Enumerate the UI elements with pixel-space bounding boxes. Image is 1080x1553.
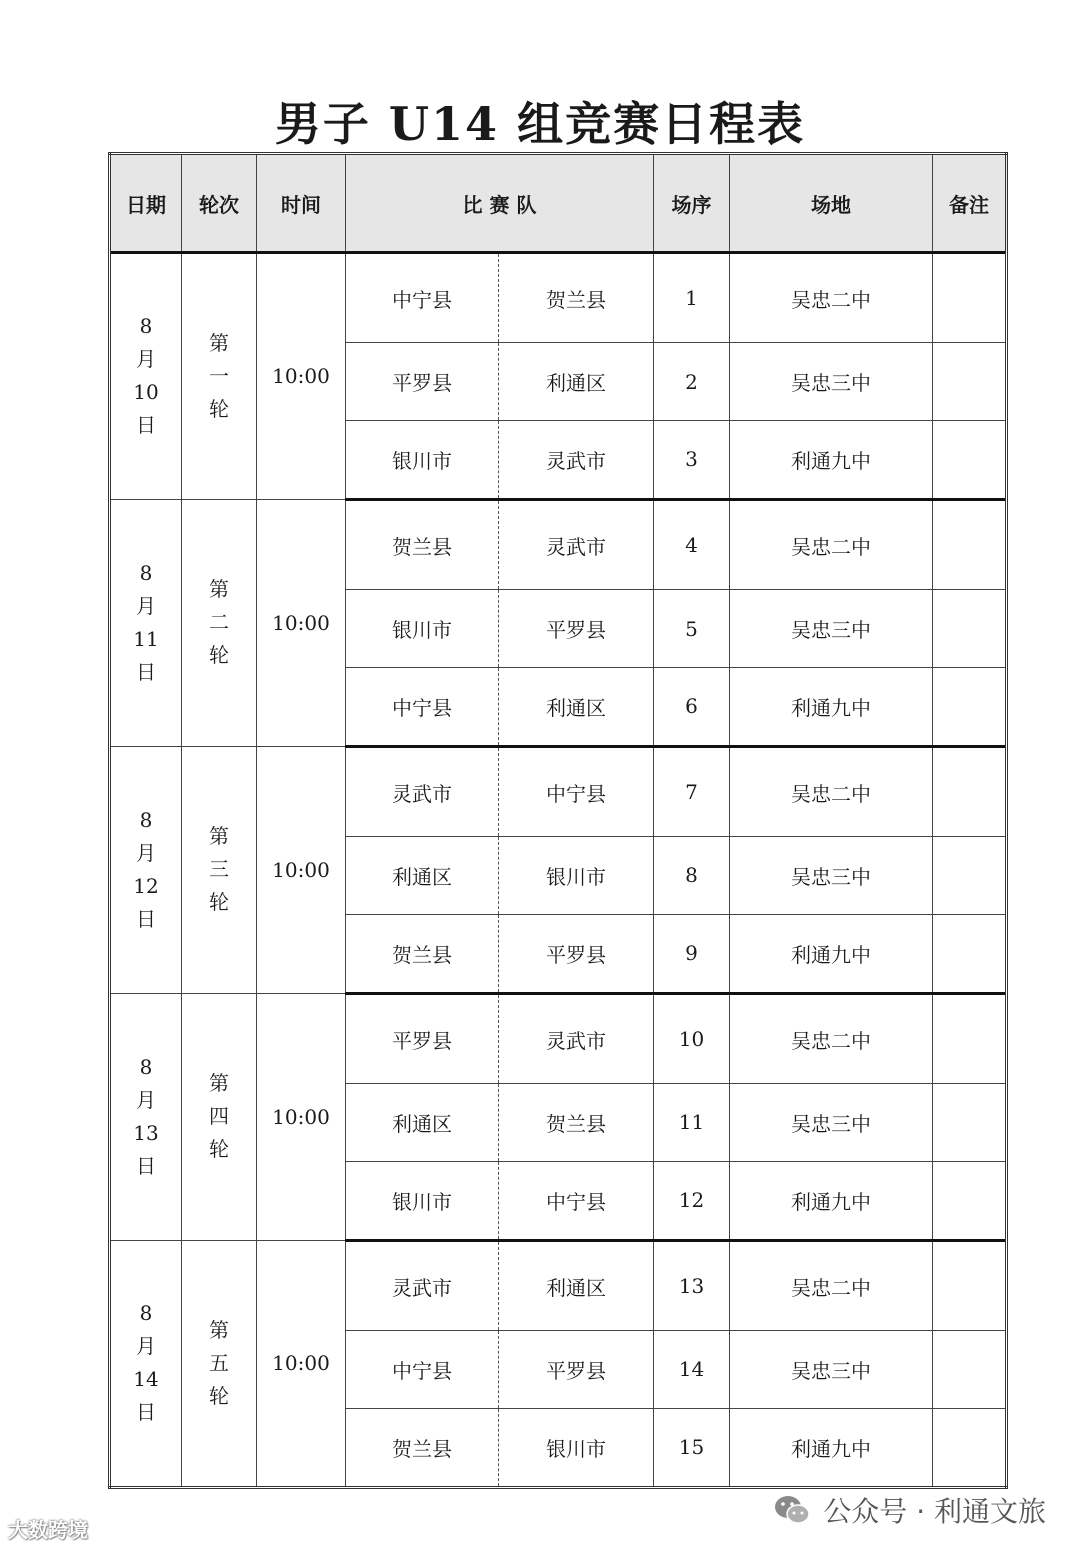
- team-a-cell: 贺兰县: [346, 1408, 499, 1487]
- date-char: 月: [135, 1334, 156, 1359]
- team-b-cell: 平罗县: [499, 914, 654, 993]
- venue-cell: 吴忠三中: [730, 1331, 933, 1408]
- order-cell: 12: [654, 1161, 730, 1240]
- date-cell: [110, 253, 182, 500]
- team-b-cell: 利通区: [499, 343, 654, 420]
- note-cell: [933, 1240, 1007, 1330]
- date-text: [133, 557, 158, 689]
- watermark-right-text: 公众号 · 利通文旅: [823, 1495, 1046, 1528]
- team-a-cell: 利通区: [346, 837, 499, 914]
- note-cell: [933, 420, 1007, 499]
- order-cell: 14: [654, 1331, 730, 1408]
- header-row: [110, 154, 1007, 253]
- header-venue: 场地: [730, 154, 933, 253]
- team-b-cell: 中宁县: [499, 746, 654, 836]
- team-b-cell: 银川市: [499, 837, 654, 914]
- date-text: [133, 310, 158, 442]
- venue-cell: 利通九中: [730, 1161, 933, 1240]
- note-cell: [933, 993, 1007, 1083]
- team-a-cell: 灵武市: [346, 1240, 499, 1330]
- team-a-cell: 银川市: [346, 420, 499, 499]
- order-cell: 11: [654, 1084, 730, 1161]
- order-cell: 7: [654, 746, 730, 836]
- round-char: 四: [209, 1104, 229, 1129]
- header-time: 时间: [257, 154, 346, 253]
- team-b-cell: 灵武市: [499, 499, 654, 589]
- date-cell: [110, 499, 182, 746]
- date-cell: [110, 993, 182, 1240]
- note-cell: [933, 1408, 1007, 1487]
- watermark-right: [773, 1490, 1046, 1530]
- date-char: 8: [139, 1301, 153, 1326]
- date-char: 月: [135, 1087, 156, 1112]
- round-text: [209, 573, 229, 672]
- order-cell: 15: [654, 1408, 730, 1487]
- venue-cell: 吴忠三中: [730, 837, 933, 914]
- date-text: [133, 804, 158, 936]
- date-cell: [110, 746, 182, 993]
- team-b-cell: 贺兰县: [499, 253, 654, 343]
- watermark-left-text: 大数跨境: [8, 1518, 88, 1542]
- team-b-cell: 利通区: [499, 667, 654, 746]
- round-cell: [182, 253, 257, 500]
- date-char: 8: [139, 560, 153, 585]
- venue-cell: 利通九中: [730, 420, 933, 499]
- note-cell: [933, 746, 1007, 836]
- note-cell: [933, 499, 1007, 589]
- round-char: 第: [209, 577, 229, 602]
- date-char: 日: [135, 1400, 156, 1425]
- round-text: [209, 820, 229, 919]
- table-row: [110, 746, 1007, 836]
- team-a-cell: 贺兰县: [346, 499, 499, 589]
- round-cell: [182, 1240, 257, 1487]
- order-cell: 3: [654, 420, 730, 499]
- round-cell: [182, 746, 257, 993]
- time-cell: 10:00: [257, 746, 346, 993]
- team-a-cell: 银川市: [346, 1161, 499, 1240]
- header-teams: 比 赛 队: [346, 154, 654, 253]
- schedule-table: [108, 152, 1008, 1489]
- team-b-cell: 银川市: [499, 1408, 654, 1487]
- round-text: [209, 327, 229, 426]
- note-cell: [933, 1331, 1007, 1408]
- table-row: [110, 1240, 1007, 1330]
- team-a-cell: 平罗县: [346, 993, 499, 1083]
- note-cell: [933, 837, 1007, 914]
- date-char: 日: [135, 659, 156, 684]
- note-cell: [933, 667, 1007, 746]
- note-cell: [933, 1161, 1007, 1240]
- team-a-cell: 灵武市: [346, 746, 499, 836]
- round-char: 轮: [209, 1137, 229, 1162]
- team-b-cell: 利通区: [499, 1240, 654, 1330]
- team-a-cell: 贺兰县: [346, 914, 499, 993]
- watermark-left: [8, 1514, 88, 1543]
- order-cell: 2: [654, 343, 730, 420]
- date-char: 月: [135, 347, 156, 372]
- venue-cell: 吴忠三中: [730, 1084, 933, 1161]
- team-b-cell: 中宁县: [499, 1161, 654, 1240]
- team-b-cell: 贺兰县: [499, 1084, 654, 1161]
- order-cell: 5: [654, 590, 730, 667]
- date-char: 10: [133, 380, 159, 405]
- order-cell: 1: [654, 253, 730, 343]
- team-b-cell: 灵武市: [499, 993, 654, 1083]
- team-a-cell: 银川市: [346, 590, 499, 667]
- team-a-cell: 利通区: [346, 1084, 499, 1161]
- header-round: 轮次: [182, 154, 257, 253]
- date-char: 12: [133, 873, 159, 898]
- header-date: 日期: [110, 154, 182, 253]
- venue-cell: 吴忠二中: [730, 1240, 933, 1330]
- round-char: 第: [209, 1071, 229, 1096]
- table-row: [110, 253, 1007, 343]
- note-cell: [933, 1084, 1007, 1161]
- venue-cell: 吴忠二中: [730, 253, 933, 343]
- order-cell: 13: [654, 1240, 730, 1330]
- venue-cell: 利通九中: [730, 667, 933, 746]
- time-cell: 10:00: [257, 993, 346, 1240]
- team-a-cell: 中宁县: [346, 1331, 499, 1408]
- round-char: 轮: [209, 396, 229, 421]
- team-a-cell: 中宁县: [346, 667, 499, 746]
- wechat-icon: [773, 1494, 811, 1526]
- date-char: 13: [133, 1120, 159, 1145]
- table-row: [110, 993, 1007, 1083]
- date-char: 日: [135, 906, 156, 931]
- order-cell: 6: [654, 667, 730, 746]
- order-cell: 8: [654, 837, 730, 914]
- time-cell: 10:00: [257, 499, 346, 746]
- note-cell: [933, 253, 1007, 343]
- time-cell: 10:00: [257, 253, 346, 500]
- date-char: 8: [139, 807, 153, 832]
- venue-cell: 利通九中: [730, 1408, 933, 1487]
- venue-cell: 吴忠二中: [730, 499, 933, 589]
- date-char: 11: [133, 626, 159, 651]
- date-char: 8: [139, 1054, 153, 1079]
- date-cell: [110, 1240, 182, 1487]
- schedule-body: [110, 253, 1007, 1488]
- note-cell: [933, 590, 1007, 667]
- round-text: [209, 1314, 229, 1413]
- venue-cell: 吴忠二中: [730, 746, 933, 836]
- time-cell: 10:00: [257, 1240, 346, 1487]
- round-text: [209, 1067, 229, 1166]
- round-char: 第: [209, 824, 229, 849]
- venue-cell: 利通九中: [730, 914, 933, 993]
- order-cell: 4: [654, 499, 730, 589]
- round-char: 第: [209, 1317, 229, 1342]
- date-text: [133, 1297, 158, 1429]
- venue-cell: 吴忠二中: [730, 993, 933, 1083]
- venue-cell: 吴忠三中: [730, 590, 933, 667]
- order-cell: 10: [654, 993, 730, 1083]
- team-b-cell: 平罗县: [499, 1331, 654, 1408]
- date-char: 日: [135, 1153, 156, 1178]
- table-row: [110, 499, 1007, 589]
- round-char: 轮: [209, 1383, 229, 1408]
- header-note: 备注: [933, 154, 1007, 253]
- round-cell: [182, 499, 257, 746]
- round-char: 轮: [209, 890, 229, 915]
- order-cell: 9: [654, 914, 730, 993]
- date-char: 8: [139, 314, 153, 339]
- round-char: 五: [209, 1350, 229, 1375]
- page-title: 男子 U14 组竞赛日程表: [274, 97, 806, 151]
- venue-cell: 吴忠三中: [730, 343, 933, 420]
- date-char: 月: [135, 840, 156, 865]
- date-char: 月: [135, 593, 156, 618]
- round-char: 第: [209, 330, 229, 355]
- note-cell: [933, 914, 1007, 993]
- date-char: 日: [135, 413, 156, 438]
- round-char: 二: [209, 610, 229, 635]
- date-text: [133, 1051, 158, 1183]
- date-char: 14: [133, 1367, 159, 1392]
- team-a-cell: 中宁县: [346, 253, 499, 343]
- team-a-cell: 平罗县: [346, 343, 499, 420]
- header-order: 场序: [654, 154, 730, 253]
- round-char: 一: [209, 363, 229, 388]
- round-char: 三: [209, 857, 229, 882]
- round-cell: [182, 993, 257, 1240]
- team-b-cell: 灵武市: [499, 420, 654, 499]
- team-b-cell: 平罗县: [499, 590, 654, 667]
- note-cell: [933, 343, 1007, 420]
- round-char: 轮: [209, 643, 229, 668]
